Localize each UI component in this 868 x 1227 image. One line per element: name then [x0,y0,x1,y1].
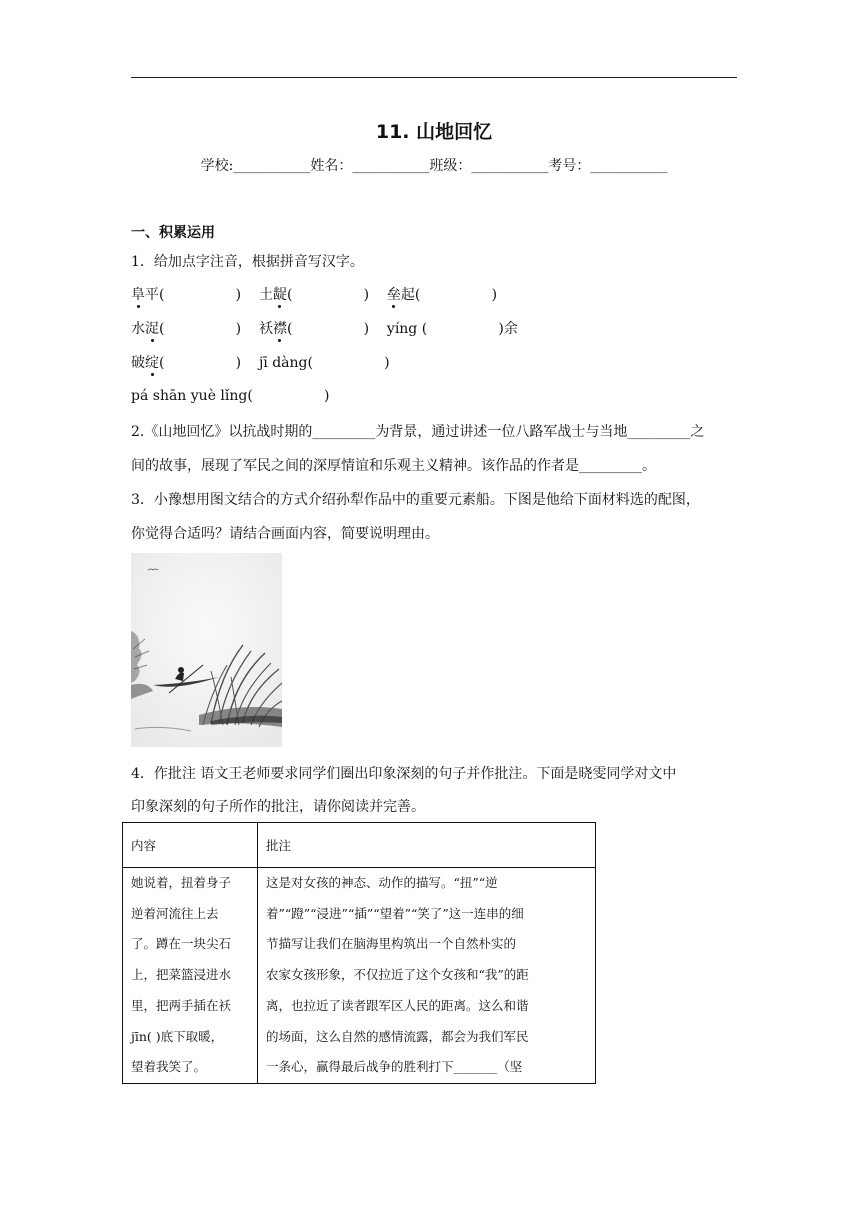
q1-row2: 水浞( ) 袄襟( ) yíng ( )余 [131,318,518,338]
content-line: 上，把菜篮浸进水 [131,967,232,983]
table-header-row [123,823,596,868]
dotted-char: 浞 [145,318,159,338]
q1-prompt: 1．给加点字注音，根据拼音写汉字。 [131,254,364,270]
content-line: 她说着，扭着身子 [131,875,232,890]
content-line: 望着我笑了。 [131,1059,207,1075]
content-line: jīn( )底下取暖， [131,1028,224,1044]
annotation-line: 农家女孩形象，不仅拉近了这个女孩和“我”的距 [266,967,529,983]
dotted-char: 绽 [145,352,159,372]
q2-line2: 间的故事，展现了军民之间的深厚情谊和乐观主义精神。该作品的作者是_________。 [131,458,656,474]
dotted-char: 襟 [273,318,287,338]
table-header-content: 内容 [123,823,258,868]
q4-line2: 印象深刻的句子所作的批注，请你阅读并完善。 [131,799,425,815]
content-line: 了。蹲在一块尖石 [131,936,232,952]
top-rule [131,77,737,78]
content-line: 里，把两手插在袄 [131,997,232,1013]
dotted-char: 龊 [273,284,287,304]
annotation-line: 的场面，这么自然的感情流露，都会为我们军民 [266,1028,529,1044]
table-row [123,868,596,1084]
annotation-table [122,822,596,1084]
annotation-line: 离，也拉近了读者跟军区人民的距离。这么和谐 [266,997,529,1013]
q1-row1: 阜平( ) 土龊( ) 垒起( ) [131,284,497,304]
q3-line2: 你觉得合适吗？请结合画面内容，简要说明理由。 [131,526,439,542]
annotation-line: 这是对女孩的神态、动作的描写。“扭”“逆 [266,875,498,890]
section-heading: 一、积累运用 [131,225,215,241]
annotation-line: 着”“蹬”“浸进”“插”“望着”“笑了”这一连串的细 [266,905,524,921]
q2-line1: 2.《山地回忆》以抗战时期的_________为背景，通过讲述一位八路军战士与当地_________之 [131,424,705,440]
ink-painting-boat-image [131,553,282,747]
student-info-line: 学校:___________姓名：___________班级：___________考号：___________ [200,158,668,174]
dotted-char: 垒 [387,284,401,304]
content-cell [123,868,258,1084]
q4-line1: 4．作批注 语文王老师要求同学们圈出印象深刻的句子并作批注。下面是晓雯同学对文中 [131,766,677,782]
table-header-annotation: 批注 [258,823,596,868]
annotation-line: 节描写让我们在脑海里构筑出一个自然朴实的 [266,936,517,952]
dotted-char: 阜 [131,284,145,304]
content-line: 逆着河流往上去 [131,905,219,921]
q3-line1: 3．小豫想用图文结合的方式介绍孙犁作品中的重要元素船。下图是他给下面材料选的配图， [131,492,700,508]
page-title: 11. 山地回忆 [375,121,493,143]
q1-row3: 破绽( ) jī dàng( ) [131,352,390,372]
annotation-cell [258,868,596,1084]
q1-row4: pá shān yuè lǐng( ) [131,388,330,404]
annotation-line: 一条心，赢得最后战争的胜利打下_______（坚 [266,1059,523,1075]
